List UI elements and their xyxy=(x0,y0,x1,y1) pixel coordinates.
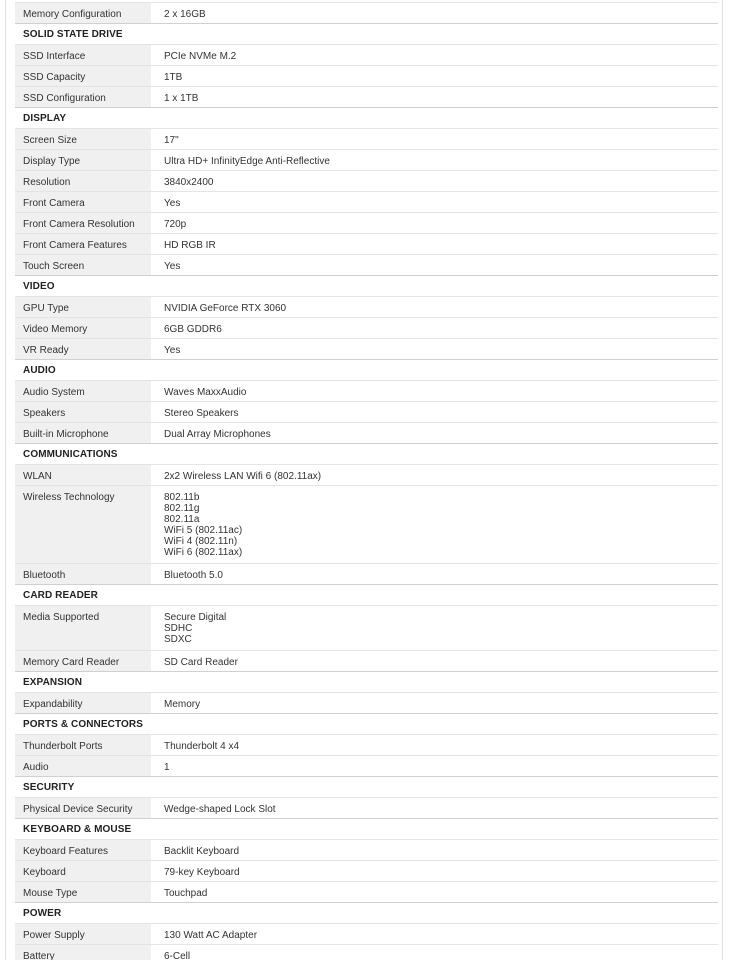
spec-value-line: 6-Cell xyxy=(164,951,191,960)
section-header-video xyxy=(15,276,718,297)
spec-table xyxy=(15,2,718,960)
spec-label: Audio System xyxy=(15,381,151,402)
spec-row-memory-configuration xyxy=(15,3,718,24)
spec-value xyxy=(151,423,718,444)
spec-row-resolution xyxy=(15,171,718,192)
spec-row-built-in-microphone xyxy=(15,423,718,444)
spec-value xyxy=(151,465,718,486)
spec-value-line: HD RGB IR xyxy=(164,240,216,251)
section-header-keyboard-and-mouse xyxy=(15,819,718,840)
spec-value xyxy=(151,234,718,255)
spec-row-gpu-type xyxy=(15,297,718,318)
spec-label: Power Supply xyxy=(15,924,151,945)
spec-value xyxy=(151,213,718,234)
spec-value-line: Stereo Speakers xyxy=(164,408,239,419)
spec-row-battery xyxy=(15,945,718,960)
spec-label: Battery xyxy=(15,945,151,960)
spec-label: WLAN xyxy=(15,465,151,486)
spec-label: Video Memory xyxy=(15,318,151,339)
spec-value xyxy=(151,402,718,423)
section-header-power xyxy=(15,903,718,924)
section-header-communications xyxy=(15,444,718,465)
spec-value-line: SDXC xyxy=(164,634,192,645)
spec-value-line: WiFi 4 (802.11n) xyxy=(164,536,238,547)
section-header-security xyxy=(15,777,718,798)
section-header-display xyxy=(15,108,718,129)
spec-value xyxy=(151,255,718,276)
spec-row-video-memory xyxy=(15,318,718,339)
section-title: COMMUNICATIONS xyxy=(15,444,718,465)
spec-label: GPU Type xyxy=(15,297,151,318)
spec-row-mouse-type xyxy=(15,882,718,903)
spec-row-memory-card-reader xyxy=(15,651,718,672)
spec-row-display-type xyxy=(15,150,718,171)
spec-value xyxy=(151,945,718,960)
section-title: EXPANSION xyxy=(15,672,718,693)
spec-value-line: WiFi 6 (802.11ax) xyxy=(164,547,243,558)
section-title: PORTS & CONNECTORS xyxy=(15,714,718,735)
spec-row-screen-size xyxy=(15,129,718,150)
spec-value-line: Waves MaxxAudio xyxy=(164,387,247,398)
spec-label: Media Supported xyxy=(15,606,151,651)
spec-value xyxy=(151,924,718,945)
spec-value xyxy=(151,3,718,24)
section-header-solid-state-drive xyxy=(15,24,718,45)
spec-label: SSD Capacity xyxy=(15,66,151,87)
spec-row-physical-device-security xyxy=(15,798,718,819)
spec-row-touch-screen xyxy=(15,255,718,276)
spec-label: Front Camera Resolution xyxy=(15,213,151,234)
spec-value xyxy=(151,651,718,672)
spec-value-line: 79-key Keyboard xyxy=(164,867,240,878)
section-title: KEYBOARD & MOUSE xyxy=(15,819,718,840)
section-title: SECURITY xyxy=(15,777,718,798)
spec-value-line: Yes xyxy=(164,261,181,272)
spec-row-speakers xyxy=(15,402,718,423)
spec-row-thunderbolt-ports xyxy=(15,735,718,756)
spec-value xyxy=(151,129,718,150)
spec-row-audio-system xyxy=(15,381,718,402)
spec-row-wlan xyxy=(15,465,718,486)
spec-value xyxy=(151,486,718,564)
spec-label: Memory Configuration xyxy=(15,3,151,24)
spec-value-line: Secure Digital xyxy=(164,612,227,623)
spec-value-line: SD Card Reader xyxy=(164,657,238,668)
spec-row-ssd-capacity xyxy=(15,66,718,87)
spec-label: Memory Card Reader xyxy=(15,651,151,672)
spec-value xyxy=(151,66,718,87)
spec-value xyxy=(151,840,718,861)
spec-value xyxy=(151,339,718,360)
spec-row-bluetooth xyxy=(15,564,718,585)
spec-value-line: Dual Array Microphones xyxy=(164,429,271,440)
spec-value xyxy=(151,756,718,777)
spec-value xyxy=(151,564,718,585)
spec-row-keyboard-features xyxy=(15,840,718,861)
spec-value xyxy=(151,192,718,213)
spec-row-front-camera-resolution xyxy=(15,213,718,234)
section-header-card-reader xyxy=(15,585,718,606)
spec-value xyxy=(151,606,718,651)
spec-value xyxy=(151,45,718,66)
spec-label: Mouse Type xyxy=(15,882,151,903)
spec-value-line: PCIe NVMe M.2 xyxy=(164,51,237,62)
spec-value-line: Memory xyxy=(164,699,201,710)
spec-label: Touch Screen xyxy=(15,255,151,276)
section-title: DISPLAY xyxy=(15,108,718,129)
section-header-ports-and-connectors xyxy=(15,714,718,735)
spec-label: Audio xyxy=(15,756,151,777)
spec-value xyxy=(151,318,718,339)
spec-row-vr-ready xyxy=(15,339,718,360)
spec-value-line: Wedge-shaped Lock Slot xyxy=(164,804,276,815)
spec-value-line: 3840x2400 xyxy=(164,177,214,188)
spec-value-line: 1 xyxy=(164,762,170,773)
spec-value-line: 802.11b xyxy=(164,492,200,503)
spec-value-line: Backlit Keyboard xyxy=(164,846,240,857)
spec-value-line: 130 Watt AC Adapter xyxy=(164,930,258,941)
spec-value-line: 1TB xyxy=(164,72,183,83)
spec-row-keyboard xyxy=(15,861,718,882)
spec-label: Display Type xyxy=(15,150,151,171)
spec-label: Thunderbolt Ports xyxy=(15,735,151,756)
spec-row-expandability xyxy=(15,693,718,714)
spec-label: Resolution xyxy=(15,171,151,192)
spec-value xyxy=(151,297,718,318)
spec-value xyxy=(151,381,718,402)
spec-value-line: 802.11g xyxy=(164,503,200,514)
spec-value-line: 17" xyxy=(164,135,179,146)
spec-label: Keyboard xyxy=(15,861,151,882)
spec-label: Built-in Microphone xyxy=(15,423,151,444)
spec-label: SSD Interface xyxy=(15,45,151,66)
spec-row-power-supply xyxy=(15,924,718,945)
spec-value-line: WiFi 5 (802.11ac) xyxy=(164,525,243,536)
spec-value-line: NVIDIA GeForce RTX 3060 xyxy=(164,303,287,314)
spec-value-line: Bluetooth 5.0 xyxy=(164,570,223,581)
spec-value-line: SDHC xyxy=(164,623,193,634)
section-title: CARD READER xyxy=(15,585,718,606)
section-title: VIDEO xyxy=(15,276,718,297)
spec-value-line: Yes xyxy=(164,345,181,356)
spec-row-media-supported xyxy=(15,606,718,651)
spec-label: Front Camera xyxy=(15,192,151,213)
spec-value-line: 802.11a xyxy=(164,514,200,525)
spec-row-ssd-interface xyxy=(15,45,718,66)
spec-label: Wireless Technology xyxy=(15,486,151,564)
spec-label: Keyboard Features xyxy=(15,840,151,861)
spec-value-line: Thunderbolt 4 x4 xyxy=(164,741,240,752)
section-header-audio xyxy=(15,360,718,381)
spec-value xyxy=(151,798,718,819)
section-title: AUDIO xyxy=(15,360,718,381)
spec-label: Physical Device Security xyxy=(15,798,151,819)
spec-row-audio xyxy=(15,756,718,777)
spec-table-body xyxy=(15,3,718,960)
spec-value-line: 6GB GDDR6 xyxy=(164,324,222,335)
spec-value-line: 2 x 16GB xyxy=(164,9,206,20)
spec-row-ssd-configuration xyxy=(15,87,718,108)
spec-value xyxy=(151,693,718,714)
spec-value-line: 2x2 Wireless LAN Wifi 6 (802.11ax) xyxy=(164,471,322,482)
spec-row-wireless-technology xyxy=(15,486,718,564)
spec-value xyxy=(151,861,718,882)
spec-value-line: Yes xyxy=(164,198,181,209)
spec-value xyxy=(151,87,718,108)
spec-value xyxy=(151,171,718,192)
spec-label: Front Camera Features xyxy=(15,234,151,255)
spec-label: VR Ready xyxy=(15,339,151,360)
spec-row-front-camera-features xyxy=(15,234,718,255)
section-header-expansion xyxy=(15,672,718,693)
spec-label: Bluetooth xyxy=(15,564,151,585)
section-title: SOLID STATE DRIVE xyxy=(15,24,718,45)
spec-row-front-camera xyxy=(15,192,718,213)
spec-value-line: Ultra HD+ InfinityEdge Anti-Reflective xyxy=(164,156,330,167)
spec-value-line: Touchpad xyxy=(164,888,208,899)
spec-label: Expandability xyxy=(15,693,151,714)
spec-sheet-frame xyxy=(5,0,723,960)
spec-label: Screen Size xyxy=(15,129,151,150)
section-title: POWER xyxy=(15,903,718,924)
spec-value xyxy=(151,150,718,171)
spec-label: SSD Configuration xyxy=(15,87,151,108)
spec-value xyxy=(151,735,718,756)
spec-label: Speakers xyxy=(15,402,151,423)
spec-value xyxy=(151,882,718,903)
spec-value-line: 720p xyxy=(164,219,187,230)
spec-value-line: 1 x 1TB xyxy=(164,93,199,104)
